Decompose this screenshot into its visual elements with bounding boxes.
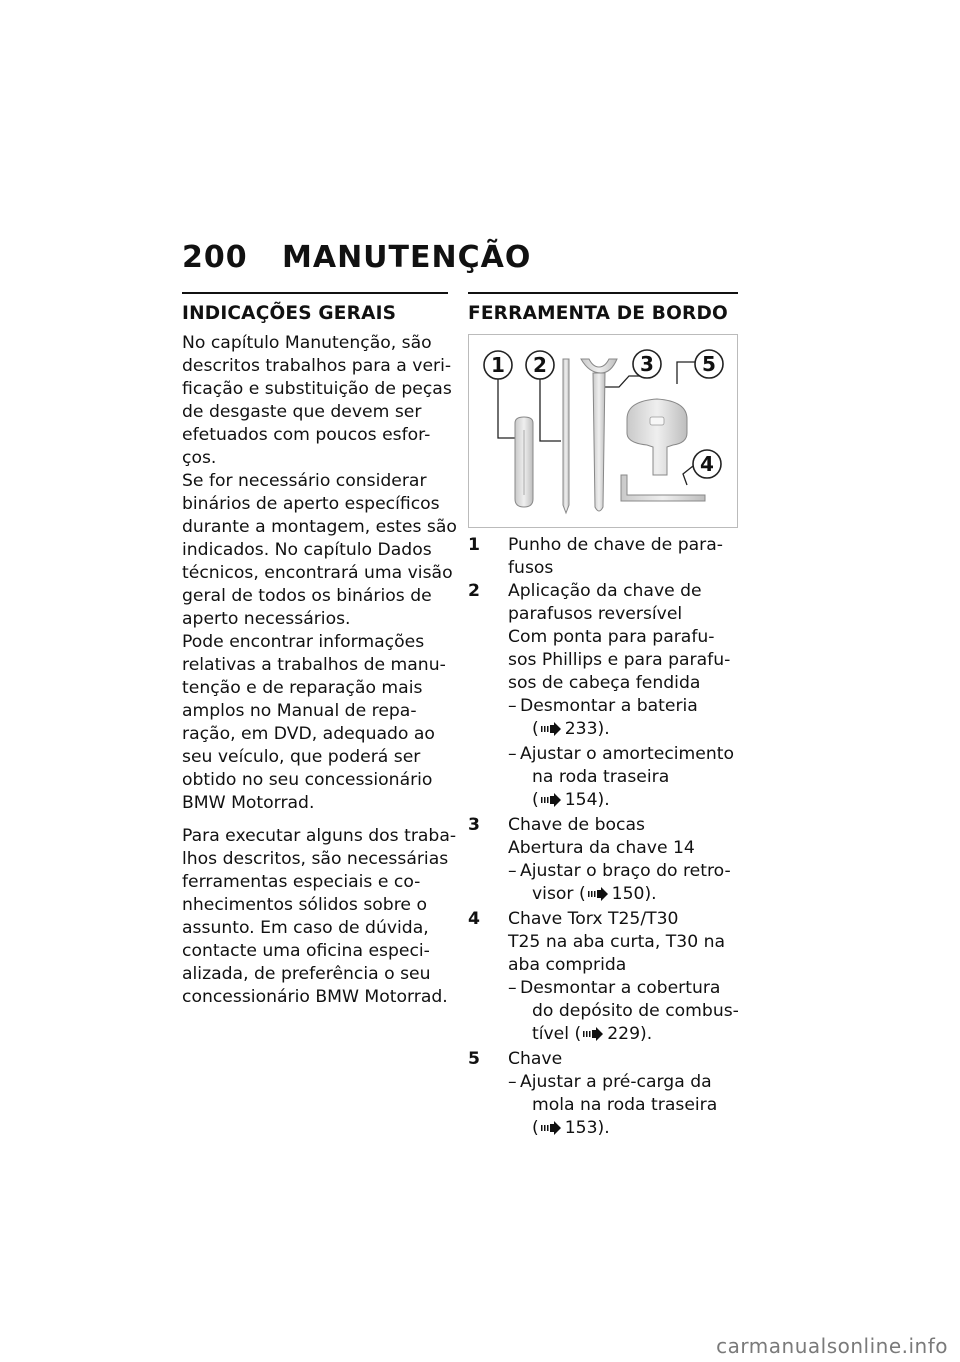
ref-page: 229). <box>607 1024 653 1044</box>
dash-marker: – <box>508 861 517 881</box>
sub-item <box>508 977 738 1048</box>
item-number: 2 <box>468 581 480 601</box>
text-line: obtido no seu concessionário <box>182 770 433 790</box>
list-item <box>468 1048 738 1142</box>
text-line: assunto. Em caso de dúvida, <box>182 918 429 938</box>
item-number: 3 <box>468 815 480 835</box>
toolkit-figure <box>468 334 738 528</box>
ref-page: 150). <box>611 884 657 904</box>
item-text: aba comprida <box>508 955 627 975</box>
text-line: BMW Motorrad. <box>182 793 315 813</box>
list-item <box>468 908 738 1048</box>
ref-prefix: ( <box>532 1118 539 1138</box>
text-line: seu veículo, que poderá ser <box>182 747 421 767</box>
item-number: 1 <box>468 535 480 555</box>
ref-prefix: ( <box>532 719 539 739</box>
item-text: sos de cabeça fendida <box>508 673 701 693</box>
sub-item <box>508 743 738 814</box>
item-text: sos Phillips e para parafu- <box>508 650 731 670</box>
sub-item-text: na roda traseira <box>532 767 670 787</box>
text-line: amplos no Manual de repa- <box>182 701 417 721</box>
paragraph-maintenance-intro <box>182 332 452 470</box>
page-reference[interactable] <box>520 1117 738 1142</box>
sub-item-text: mola na roda traseira <box>532 1095 718 1115</box>
text-line: ferramentas especiais e co- <box>182 872 421 892</box>
figure-label-3: 3 <box>640 352 654 376</box>
torx-key-icon <box>621 475 705 501</box>
text-line: Se for necessário considerar <box>182 471 427 491</box>
figure-label-2: 2 <box>533 353 547 377</box>
item-text: Chave <box>508 1049 563 1069</box>
sub-item <box>508 695 738 743</box>
item-text: parafusos reversível <box>508 604 683 624</box>
toolkit-list <box>468 534 738 1142</box>
ref-page: 154). <box>564 790 610 810</box>
text-line: durante a montagem, estes são <box>182 517 457 537</box>
sub-item-text: do depósito de combus- <box>532 1001 739 1021</box>
page-reference-arrow-icon <box>541 720 561 743</box>
text-line: alizada, de preferência o seu <box>182 964 431 984</box>
section-rule <box>468 292 738 294</box>
sub-item <box>508 1071 738 1142</box>
left-column <box>182 292 457 1009</box>
screwdriver-handle-icon <box>515 417 533 507</box>
toolkit-illustration <box>469 335 737 527</box>
open-end-wrench-icon <box>581 359 617 511</box>
paragraph-repair-manual <box>182 631 448 815</box>
page-reference-arrow-icon <box>541 791 561 814</box>
dash-marker: – <box>508 1072 517 1092</box>
ref-prefix: ( <box>532 790 539 810</box>
ref-page: 153). <box>564 1118 610 1138</box>
figure-label-1: 1 <box>491 353 505 377</box>
item-text: Aplicação da chave de <box>508 581 702 601</box>
text-line: geral de todos os binários de <box>182 586 432 606</box>
text-line: concessionário BMW Motorrad. <box>182 987 448 1007</box>
chapter-title: MANUTENÇÃO <box>282 240 532 275</box>
text-line: Pode encontrar informações <box>182 632 425 652</box>
text-line: tenção e de reparação mais <box>182 678 423 698</box>
text-line: indicados. No capítulo Dados <box>182 540 432 560</box>
text-line: nhecimentos sólidos sobre o <box>182 895 427 915</box>
text-line: No capítulo Manutenção, são <box>182 333 432 353</box>
paragraph-special-tools <box>182 825 457 1009</box>
text-line: de desgaste que devem ser <box>182 402 422 422</box>
text-line: efetuados com poucos esfor- <box>182 425 431 445</box>
sub-item <box>508 860 738 908</box>
page-number: 200 <box>182 240 248 275</box>
text-line: binários de aperto específicos <box>182 494 440 514</box>
section-rule <box>182 292 448 294</box>
figure-label-5: 5 <box>702 352 716 376</box>
right-column <box>468 292 738 1142</box>
text-line: ficação e substituição de peças <box>182 379 452 399</box>
text-line: relativas a trabalhos de manu- <box>182 655 446 675</box>
item-text: fusos <box>508 558 554 578</box>
text-line: contacte uma oficina especi- <box>182 941 430 961</box>
figure-label-4: 4 <box>700 452 714 476</box>
item-text: Com ponta para parafu- <box>508 627 715 647</box>
section-title-toolkit: FERRAMENTA DE BORDO <box>468 303 728 324</box>
item-text: Chave Torx T25/T30 <box>508 909 679 929</box>
text-line: ração, em DVD, adequado ao <box>182 724 435 744</box>
text-line: lhos descritos, são necessárias <box>182 849 449 869</box>
item-text: Punho de chave de para- <box>508 535 723 555</box>
watermark-footer: carmanualsonline.info <box>716 1334 948 1358</box>
sub-item-text: Desmontar a cobertura <box>520 978 721 998</box>
ref-page: 233). <box>564 719 610 739</box>
item-number: 5 <box>468 1049 480 1069</box>
text-line: descritos trabalhos para a veri- <box>182 356 452 376</box>
text-line: técnicos, encontrará uma visão <box>182 563 453 583</box>
section-title-general: INDICAÇÕES GERAIS <box>182 303 397 324</box>
page-reference[interactable] <box>520 718 738 743</box>
sub-item-text: Ajustar o amortecimento <box>520 744 735 764</box>
sub-item-text: Ajustar a pré-carga da <box>520 1072 712 1092</box>
page-reference[interactable] <box>520 789 738 814</box>
list-item <box>468 814 738 908</box>
paragraph-torque <box>182 470 457 631</box>
key-icon <box>627 399 687 475</box>
screwdriver-blade-icon <box>563 359 569 513</box>
sub-item-text: Ajustar o braço do retro- <box>520 861 731 881</box>
dash-marker: – <box>508 744 517 764</box>
page-reference[interactable] <box>520 883 738 908</box>
page-reference-arrow-icon <box>541 1119 561 1142</box>
text-line: aperto necessários. <box>182 609 351 629</box>
ref-prefix: visor ( <box>532 884 586 904</box>
text-line: ços. <box>182 448 217 468</box>
page-reference-arrow-icon <box>583 1025 603 1048</box>
list-item <box>468 580 738 814</box>
item-text: Abertura da chave 14 <box>508 838 695 858</box>
item-text: Chave de bocas <box>508 815 645 835</box>
dash-marker: – <box>508 696 517 716</box>
page-reference-arrow-icon <box>588 885 608 908</box>
item-number: 4 <box>468 909 480 929</box>
text-line: Para executar alguns dos traba- <box>182 826 457 846</box>
list-item <box>468 534 738 580</box>
sub-item-text: Desmontar a bateria <box>520 696 698 716</box>
item-text: T25 na aba curta, T30 na <box>508 932 726 952</box>
dash-marker: – <box>508 978 517 998</box>
ref-prefix: tível ( <box>532 1024 582 1044</box>
page-reference[interactable] <box>520 1023 738 1048</box>
